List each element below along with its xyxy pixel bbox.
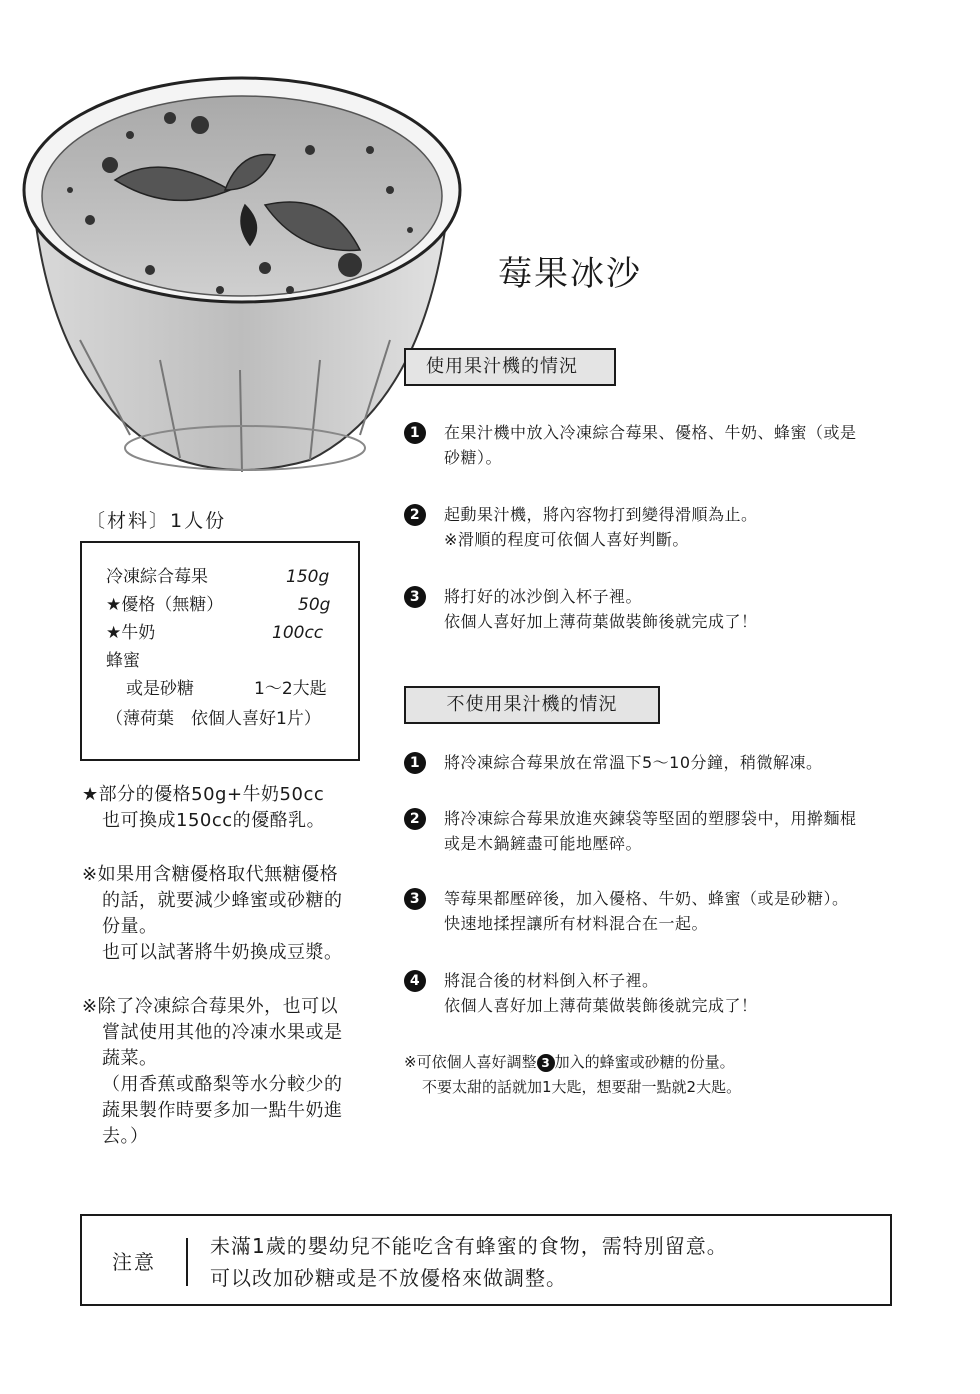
step-text: 依個人喜好加上薄荷葉做裝飾後就完成了！ (444, 996, 758, 1015)
note-line: 的話，就要減少蜂蜜或砂糖的 (102, 890, 343, 911)
ingredients-heading: 〔材料〕1人份 (86, 510, 227, 532)
manual-step (404, 968, 898, 1018)
ingredient-item (106, 647, 140, 675)
caution-line: 未滿1歲的嬰幼兒不能吃含有蜂蜜的食物，需特別留意。 (210, 1234, 728, 1258)
note-line: （用香蕉或酪梨等水分較少的 (102, 1074, 343, 1095)
ingredient-item (106, 619, 324, 647)
section-heading-without-blender: 不使用果汁機的情況 (404, 686, 660, 724)
smoothie-glass-illustration (10, 40, 470, 480)
step-reference-badge: 3 (537, 1054, 555, 1072)
ingredient-name: （薄荷葉 依個人喜好1片） (106, 709, 321, 729)
ingredient-amount: 150g (286, 567, 330, 587)
ingredient-item (106, 591, 331, 619)
ingredients-box (80, 541, 360, 761)
manual-step (404, 750, 898, 775)
note-text: ※可依個人喜好調整 (404, 1053, 537, 1071)
sweetened-yogurt-note (82, 862, 382, 966)
step-text: 快速地揉捏讓所有材料混合在一起。 (444, 914, 709, 933)
step-text: 將冷凍綜合莓果放在常溫下5～10分鐘，稍微解凍。 (444, 753, 823, 772)
manual-step (404, 806, 898, 856)
note-line: 蔬菜。 (102, 1048, 158, 1069)
note-line: 蔬果製作時要多加一點牛奶進 (102, 1100, 343, 1121)
recipe-title: 莓果冰沙 (498, 254, 642, 294)
caution-text (210, 1230, 728, 1294)
note-line: 份量。 (102, 916, 158, 937)
note-line: 去。） (102, 1126, 149, 1147)
note-text: 不要太甜的話就加1大匙，想要甜一點就2大匙。 (422, 1078, 742, 1096)
section-heading-with-blender: 使用果汁機的情況 (404, 348, 616, 386)
note-text: 加入的蜂蜜或砂糖的份量。 (554, 1053, 735, 1071)
note-line: 也可以試著將牛奶換成豆漿。 (102, 942, 343, 963)
blender-step (404, 420, 898, 470)
ingredient-item (126, 675, 327, 703)
step-number: 2 (404, 808, 426, 830)
step-number: 1 (404, 422, 426, 444)
step-number: 3 (404, 888, 426, 910)
step-text: 等莓果都壓碎後，加入優格、牛奶、蜂蜜（或是砂糖）。 (444, 889, 849, 908)
step-text: 或是木鍋鏟盡可能地壓碎。 (444, 834, 643, 853)
caution-box (80, 1214, 892, 1306)
step-text: 將混合後的材料倒入杯子裡。 (444, 971, 659, 990)
ingredient-name: 或是砂糖 (126, 679, 194, 699)
step-text: 砂糖）。 (444, 448, 503, 467)
step-text: ※滑順的程度可依個人喜好判斷。 (444, 530, 689, 549)
note-line: ※除了冷凍綜合莓果外，也可以 (82, 996, 339, 1017)
step-text: 依個人喜好加上薄荷葉做裝飾後就完成了！ (444, 612, 758, 631)
caution-label: 注意 (112, 1250, 156, 1274)
note-line: ※如果用含糖優格取代無糖優格 (82, 864, 339, 885)
ingredient-item (106, 563, 330, 591)
caution-divider (186, 1238, 188, 1286)
step-number: 1 (404, 752, 426, 774)
ingredient-name: 蜂蜜 (106, 651, 140, 671)
step-number: 4 (404, 970, 426, 992)
ingredient-name: ★優格（無糖） (106, 595, 224, 615)
step-text: 在果汁機中放入冷凍綜合莓果、優格、牛奶、蜂蜜（或是 (444, 423, 857, 442)
ingredient-name: ★牛奶 (106, 623, 156, 643)
blender-step (404, 584, 898, 634)
other-fruit-note (82, 994, 382, 1150)
step-text: 起動果汁機，將內容物打到變得滑順為止。 (444, 505, 758, 524)
step-text: 將打好的冰沙倒入杯子裡。 (444, 587, 643, 606)
step-number: 3 (404, 586, 426, 608)
ingredient-amount: 50g (298, 595, 331, 615)
substitution-note (82, 782, 382, 834)
ingredient-amount: 100cc (272, 623, 324, 643)
step-number: 2 (404, 504, 426, 526)
blender-step (404, 502, 898, 552)
caution-line: 可以改加砂糖或是不放優格來做調整。 (210, 1266, 567, 1290)
note-line: ★部分的優格50g+牛奶50cc (82, 784, 325, 805)
ingredient-name: 冷凍綜合莓果 (106, 567, 208, 587)
ingredient-item (106, 705, 321, 733)
manual-step (404, 886, 898, 936)
step-text: 將冷凍綜合莓果放進夾鍊袋等堅固的塑膠袋中，用擀麵棍 (444, 809, 857, 828)
note-line: 嘗試使用其他的冷凍水果或是 (102, 1022, 343, 1043)
ingredient-amount: 1～2大匙 (254, 679, 327, 699)
sweetness-note (404, 1050, 741, 1100)
note-line: 也可換成150cc的優酪乳。 (102, 810, 326, 831)
